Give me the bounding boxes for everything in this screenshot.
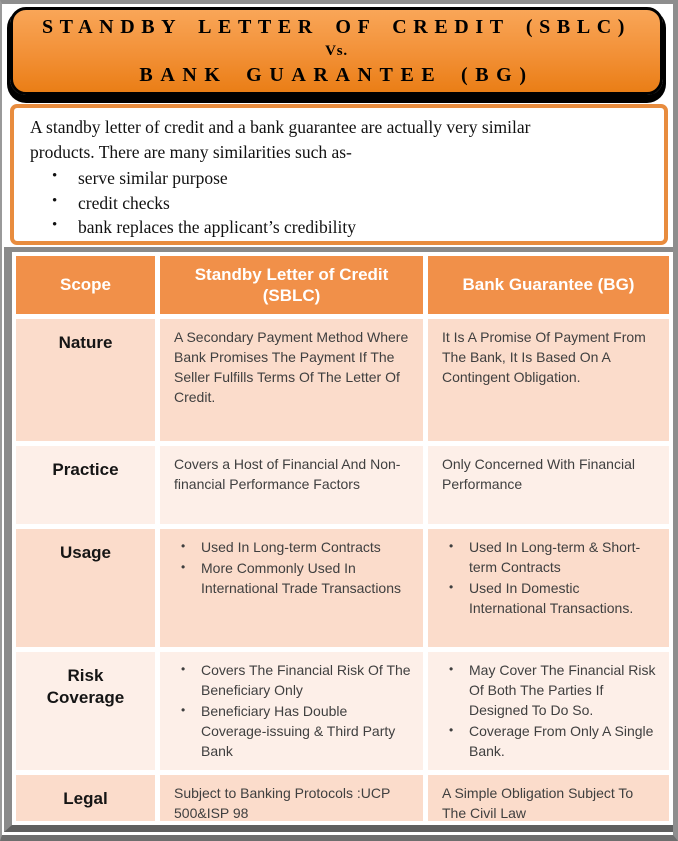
row-legal-sblc-text: Subject to Banking Protocols :UCP 500&ISP 98 xyxy=(174,785,391,821)
comparison-table-grid xyxy=(16,256,669,821)
row-usage-sblc xyxy=(160,529,423,647)
column-header-bg: Bank Guarantee (BG) xyxy=(428,256,669,314)
row-legal-bg xyxy=(428,775,669,821)
intro-bullet-3: • bank replaces the applicant’s credibility xyxy=(30,215,650,240)
row-risk-coverage-sblc-bullet-1: • Covers The Financial Risk Of The Beneficiary Only xyxy=(174,661,411,701)
comparison-table xyxy=(4,247,673,832)
intro-paragraph: A standby letter of credit and a bank guarantee are actually very similar products. There are many similarities such as- xyxy=(30,117,531,162)
banner-title-line-2: BANK GUARANTEE (BG) xyxy=(139,64,534,86)
row-practice-scope: Practice xyxy=(16,446,155,524)
row-practice-bg xyxy=(428,446,669,524)
row-nature-sblc xyxy=(160,319,423,441)
row-risk-coverage-sblc xyxy=(160,652,423,770)
intro-bullet-2: • credit checks xyxy=(30,191,650,216)
row-usage-sblc-list xyxy=(174,538,411,599)
row-practice-sblc xyxy=(160,446,423,524)
row-nature-bg-text: It Is A Promise Of Payment From The Bank, It Is Based On A Contingent Obligation. xyxy=(442,329,646,385)
row-usage-scope: Usage xyxy=(16,529,155,647)
row-nature-bg xyxy=(428,319,669,441)
row-usage-bg-bullet-1: • Used In Long-term & Short-term Contracts xyxy=(442,538,657,578)
row-legal-scope: Legal xyxy=(16,775,155,821)
intro-bullet-1: • serve similar purpose xyxy=(30,166,650,191)
row-nature-sblc-text: A Secondary Payment Method Where Bank Promises The Payment If The Seller Fulfills Terms Of The Letter Of Credit. xyxy=(174,329,409,405)
row-risk-coverage-bg-bullet-1: • May Cover The Financial Risk Of Both The Parties If Designed To Do So. xyxy=(442,661,657,721)
row-risk-coverage-bg-list xyxy=(442,661,657,761)
intro-bullet-list xyxy=(30,166,650,240)
row-usage-bg-bullet-2: • Used In Domestic International Transactions. xyxy=(442,579,657,619)
row-nature-scope: Nature xyxy=(16,319,155,441)
row-usage-sblc-bullet-1: • Used In Long-term Contracts xyxy=(174,538,411,558)
row-usage-bg-list xyxy=(442,538,657,619)
row-risk-coverage-sblc-list xyxy=(174,661,411,761)
row-risk-coverage-bg-bullet-2: • Coverage From Only A Single Bank. xyxy=(442,722,657,762)
row-risk-coverage-scope: Risk Coverage xyxy=(16,652,155,770)
banner-vs-label: Vs. xyxy=(325,43,348,59)
row-legal-bg-text: A Simple Obligation Subject To The Civil Law xyxy=(442,785,634,821)
banner-title-line-1: STANDBY LETTER OF CREDIT (SBLC) xyxy=(41,16,632,38)
row-usage-bg xyxy=(428,529,669,647)
row-legal-sblc xyxy=(160,775,423,821)
row-usage-sblc-bullet-2: • More Commonly Used In International Trade Transactions xyxy=(174,559,411,599)
row-risk-coverage-sblc-bullet-2: • Beneficiary Has Double Coverage-issuing & Third Party Bank xyxy=(174,702,411,762)
column-header-scope: Scope xyxy=(16,256,155,314)
title-banner xyxy=(10,7,663,95)
row-practice-sblc-text: Covers a Host of Financial And Non-financial Performance Factors xyxy=(174,456,401,492)
intro-box xyxy=(10,104,668,245)
row-risk-coverage-bg xyxy=(428,652,669,770)
row-practice-bg-text: Only Concerned With Financial Performance xyxy=(442,456,635,492)
column-header-sblc: Standby Letter of Credit (SBLC) xyxy=(160,256,423,314)
